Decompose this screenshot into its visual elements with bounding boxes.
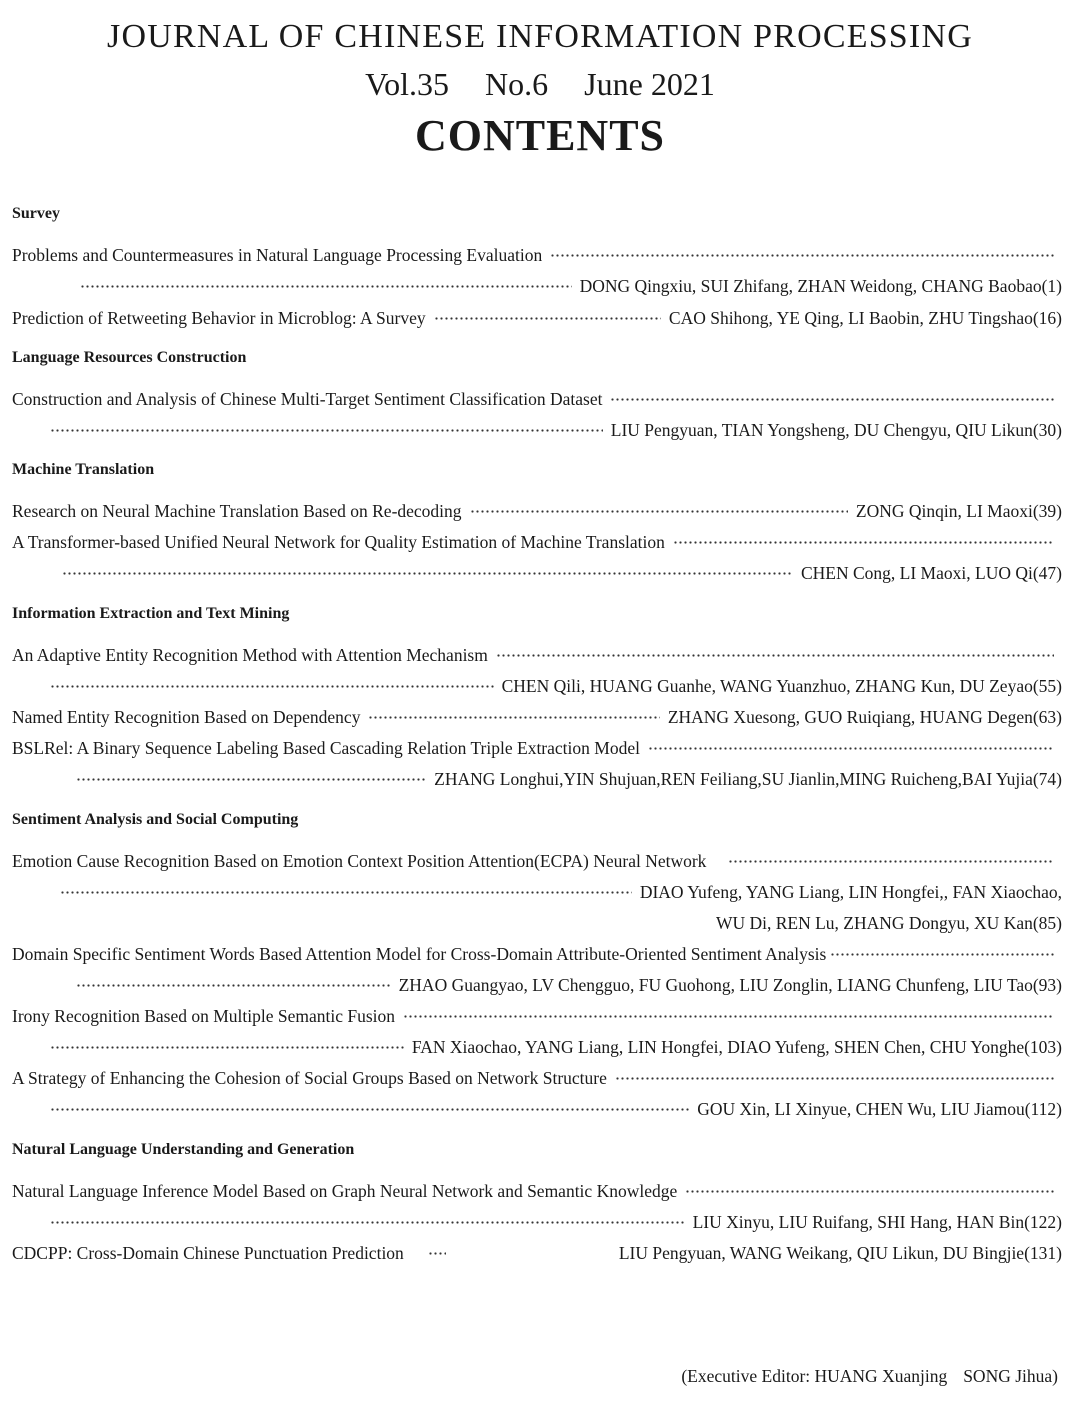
- article-title: Problems and Countermeasures in Natural Language Processing Evaluation: [12, 244, 543, 265]
- executive-editor-note: [681, 1366, 1058, 1387]
- leader-dots: [470, 510, 848, 513]
- toc-entry-title-line[interactable]: [12, 529, 1062, 555]
- article-title: Domain Specific Sentiment Words Based Attention Model for Cross-Domain Attribute-Oriented Sentiment Analysis: [12, 943, 827, 964]
- leader-dots: [76, 984, 391, 987]
- issue-number: No.6: [485, 66, 549, 102]
- section-heading: Sentiment Analysis and Social Computing: [12, 811, 299, 828]
- toc-entry-author-line: [50, 972, 1062, 998]
- toc-entry-title-line[interactable]: [12, 735, 1062, 761]
- leader-dots: [76, 778, 426, 781]
- toc-entry-author-line: [50, 1096, 1062, 1122]
- article-authors: DIAO Yufeng, YANG Liang, LIN Hongfei,, FAN Xiaochao,: [639, 881, 1062, 902]
- article-authors: CHEN Qili, HUANG Guanhe, WANG Yuanzhuo, ZHANG Kun, DU Zeyao(55): [501, 675, 1062, 696]
- toc-entry-author-line: [50, 273, 1062, 299]
- article-authors: CHEN Cong, LI Maoxi, LUO Qi(47): [800, 562, 1062, 583]
- toc-entry-title-line[interactable]: [12, 941, 1062, 967]
- leader-dots: [403, 1015, 1054, 1018]
- article-title: A Strategy of Enhancing the Cohesion of Social Groups Based on Network Structure: [12, 1067, 607, 1088]
- article-title: Natural Language Inference Model Based on Graph Neural Network and Semantic Knowledge: [12, 1180, 678, 1201]
- leader-dots: [50, 1108, 689, 1111]
- leader-dots: [685, 1190, 1054, 1193]
- toc-entry-title-line[interactable]: [12, 1178, 1062, 1204]
- toc-entry-title-line[interactable]: [12, 1065, 1062, 1091]
- toc-entry[interactable]: [12, 305, 1062, 331]
- article-authors: ZHANG Xuesong, GUO Ruiqiang, HUANG Degen(63): [667, 706, 1062, 727]
- toc-entry-author-line: [50, 1209, 1062, 1235]
- toc-entry[interactable]: [12, 704, 1062, 730]
- article-authors: ZHAO Guangyao, LV Chengguo, FU Guohong, LIU Zonglin, LIANG Chunfeng, LIU Tao(93): [398, 974, 1062, 995]
- journal-title: JOURNAL OF CHINESE INFORMATION PROCESSING: [107, 18, 973, 55]
- toc-entry-title-line[interactable]: [12, 642, 1062, 668]
- leader-dots: [673, 541, 1054, 544]
- toc-entry-title-line[interactable]: [12, 386, 1062, 412]
- article-title: A Transformer-based Unified Neural Network for Quality Estimation of Machine Translation: [12, 531, 665, 552]
- article-title: Named Entity Recognition Based on Dependency: [12, 706, 361, 727]
- leader-dots: [610, 398, 1054, 401]
- toc-entry-author-line: [50, 560, 1062, 586]
- volume: Vol.35: [365, 66, 450, 102]
- article-title: Prediction of Retweeting Behavior in Microblog: A Survey: [12, 307, 426, 328]
- article-authors: LIU Pengyuan, WANG Weikang, QIU Likun, DU Bingjie(131): [618, 1242, 1062, 1263]
- toc-entry-author-line: [50, 879, 1062, 905]
- article-authors: DONG Qingxiu, SUI Zhifang, ZHAN Weidong, CHANG Baobao(1): [579, 275, 1062, 296]
- article-title: Irony Recognition Based on Multiple Semantic Fusion: [12, 1005, 396, 1026]
- toc-entry-author-line: [50, 910, 1062, 936]
- issue-date: June 2021: [584, 66, 715, 102]
- leader-dots: [80, 285, 572, 288]
- article-title: Emotion Cause Recognition Based on Emotion Context Position Attention(ECPA) Neural Network: [12, 850, 707, 871]
- toc-entry-author-line: [50, 766, 1062, 792]
- article-authors: LIU Xinyu, LIU Ruifang, SHI Hang, HAN Bin(122): [692, 1211, 1062, 1232]
- toc-entry-author-line: [50, 1034, 1062, 1060]
- leader-dots: [60, 891, 632, 894]
- article-title: Construction and Analysis of Chinese Multi-Target Sentiment Classification Dataset: [12, 388, 603, 409]
- leader-dots: [50, 429, 603, 432]
- section-heading: Machine Translation: [12, 461, 155, 478]
- leader-dots: [50, 1046, 404, 1049]
- section-heading: Survey: [12, 205, 60, 222]
- article-title: An Adaptive Entity Recognition Method with Attention Mechanism: [12, 644, 488, 665]
- toc-entry-title-line[interactable]: [12, 1003, 1062, 1029]
- leader-dots: [50, 1221, 685, 1224]
- article-authors: ZHANG Longhui,YIN Shujuan,REN Feiliang,SU Jianlin,MING Ruicheng,BAI Yujia(74): [434, 768, 1062, 789]
- article-authors: ZONG Qinqin, LI Maoxi(39): [855, 500, 1062, 521]
- issue-info: [0, 66, 1080, 103]
- toc-entry-author-line: [50, 417, 1062, 443]
- leader-dots: [434, 317, 661, 320]
- article-title: BSLRel: A Binary Sequence Labeling Based Cascading Relation Triple Extraction Model: [12, 737, 640, 758]
- executive-editor: (Executive Editor: HUANG Xuanjing: [681, 1366, 948, 1386]
- leader-dots: [428, 1252, 446, 1255]
- article-authors: GOU Xin, LI Xinyue, CHEN Wu, LIU Jiamou(112): [697, 1098, 1062, 1119]
- leader-dots: [550, 254, 1054, 257]
- toc-entry[interactable]: [12, 1240, 1062, 1266]
- leader-dots: [830, 953, 1054, 956]
- article-authors: FAN Xiaochao, YANG Liang, LIN Hongfei, DIAO Yufeng, SHEN Chen, CHU Yonghe(103): [411, 1036, 1062, 1057]
- page-title: CONTENTS: [414, 111, 666, 160]
- executive-editor-second: SONG Jihua): [963, 1366, 1058, 1386]
- leader-dots: [496, 654, 1054, 657]
- toc-entry-title-line[interactable]: [12, 848, 1062, 874]
- section-heading: Language Resources Construction: [12, 349, 247, 366]
- leader-dots: [728, 860, 1054, 863]
- leader-dots: [50, 685, 494, 688]
- article-title: Research on Neural Machine Translation Based on Re-decoding: [12, 500, 462, 521]
- leader-dots: [368, 716, 659, 719]
- leader-dots: [648, 747, 1054, 750]
- article-authors: CAO Shihong, YE Qing, LI Baobin, ZHU Tingshao(16): [668, 307, 1062, 328]
- article-title: CDCPP: Cross-Domain Chinese Punctuation Prediction: [12, 1242, 404, 1263]
- leader-dots: [615, 1077, 1054, 1080]
- toc-entry[interactable]: [12, 498, 1062, 524]
- toc-entry-author-line: [50, 673, 1062, 699]
- article-authors: WU Di, REN Lu, ZHANG Dongyu, XU Kan(85): [715, 912, 1062, 933]
- leader-dots: [62, 572, 793, 575]
- toc-entry-title-line[interactable]: [12, 242, 1062, 268]
- section-heading: Natural Language Understanding and Generation: [12, 1141, 355, 1158]
- article-authors: LIU Pengyuan, TIAN Yongsheng, DU Chengyu, QIU Likun(30): [610, 419, 1062, 440]
- section-heading: Information Extraction and Text Mining: [12, 605, 290, 622]
